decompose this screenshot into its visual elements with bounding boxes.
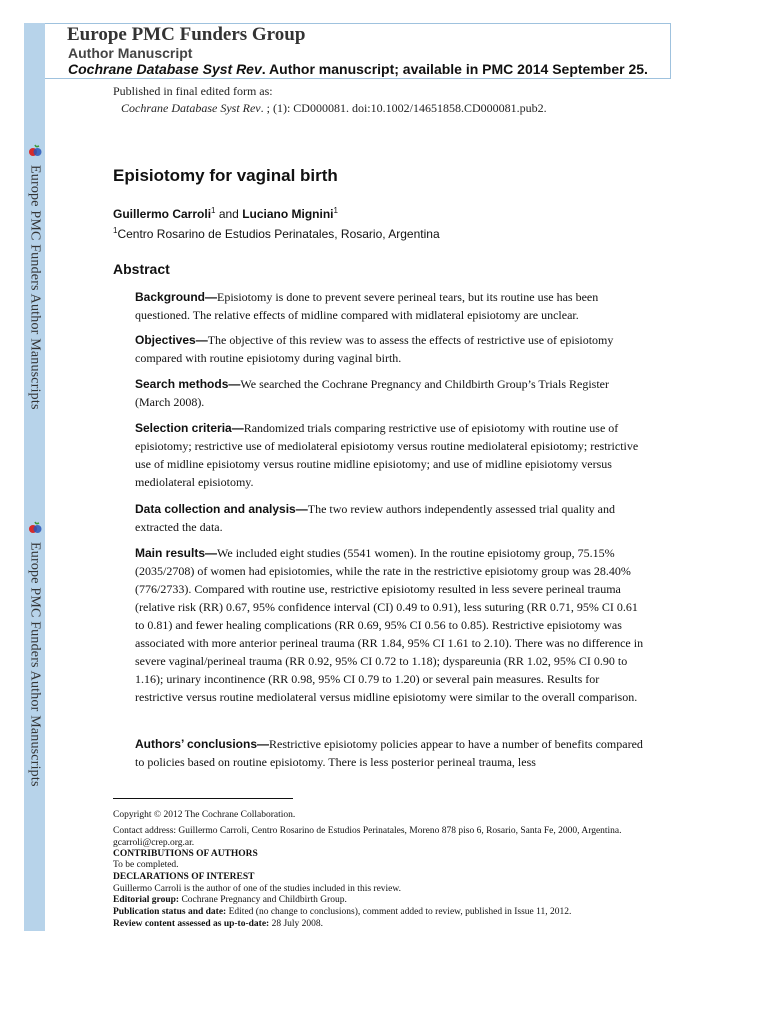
copyright-note: Copyright © 2012 The Cochrane Collaboration. xyxy=(113,810,296,820)
section-label: Selection criteria— xyxy=(135,421,244,435)
declarations-heading: DECLARATIONS OF INTEREST xyxy=(113,872,255,882)
citation xyxy=(121,101,547,116)
section-text: The two review authors independently assessed trial quality and extracted the data. xyxy=(135,502,615,534)
section-label: Authors’ conclusions— xyxy=(135,737,270,751)
editorial-label: Editorial group: xyxy=(113,895,180,905)
europe-pmc-logo-icon xyxy=(28,520,42,536)
published-in-label: Published in final edited form as: xyxy=(113,84,273,98)
section-label: Search methods— xyxy=(135,377,241,391)
declarations-text: Guillermo Carroli is the author of one of the studies included in this review. xyxy=(113,884,402,894)
section-label: Data collection and analysis— xyxy=(135,502,308,516)
abstract-section-background xyxy=(135,288,645,324)
affiliation-text: Centro Rosarino de Estudios Perinatales, Rosario, Argentina xyxy=(117,227,440,241)
section-text: The objective of this review was to assess the effects of restrictive use of episiotomy compared with routine episiotomy during vaginal birth. xyxy=(135,333,614,365)
abstract-section-objectives xyxy=(135,331,645,367)
section-text: Restrictive episiotomy policies appear to have a number of benefits compared to policies based on routine episiotomy. There is less posterior perineal trauma, less xyxy=(135,737,643,769)
status-label: Publication status and date: xyxy=(113,907,227,917)
abstract-section-selection-criteria xyxy=(135,419,645,491)
abstract-heading: Abstract xyxy=(113,261,170,277)
sidebar-text: Europe PMC Funders Author Manuscripts xyxy=(27,542,43,787)
author-name: Luciano Mignini xyxy=(242,207,334,221)
contact-address: Contact address: Guillermo Carroli, Centro Rosarino de Estudios Perinatales, Moreno 878 piso 6, Rosario, Santa Fe, 2000, Argentina. gcarroli@crep.org.ar. xyxy=(113,826,622,848)
sidebar-label-top xyxy=(24,143,45,410)
section-text: Episiotomy is done to prevent severe perineal tears, but its routine use has been questioned. The relative effects of midline compared with midlateral episiotomy are unclear. xyxy=(135,290,599,322)
abstract-section-conclusions xyxy=(135,735,645,771)
citation-journal: Cochrane Database Syst Rev xyxy=(121,101,261,115)
author-affil-marker: 1 xyxy=(211,206,216,215)
sidebar-text: Europe PMC Funders Author Manuscripts xyxy=(27,165,43,410)
citation-doi: . ; (1): CD000081. doi:10.1002/14651858.CD000081.pub2. xyxy=(260,101,547,115)
header-title: Europe PMC Funders Group xyxy=(67,24,306,45)
status-value: Edited (no change to conclusions), comment added to review, published in Issue 11, 2012. xyxy=(226,907,572,917)
author-list xyxy=(113,206,338,221)
editorial-group xyxy=(113,895,347,907)
review-label: Review content assessed as up-to-date: xyxy=(113,919,270,929)
author-affil-marker: 1 xyxy=(333,206,338,215)
review-assessed xyxy=(113,919,323,931)
contributions-heading: CONTRIBUTIONS OF AUTHORS xyxy=(113,849,258,859)
header-journal xyxy=(68,61,648,77)
author-name: Guillermo Carroli xyxy=(113,207,212,221)
section-label: Background— xyxy=(135,290,218,304)
section-text: We searched the Cochrane Pregnancy and Childbirth Group’s Trials Register (March 2008). xyxy=(135,377,609,409)
header-subtitle: Author Manuscript xyxy=(68,45,193,61)
abstract-section-main-results xyxy=(135,544,645,706)
paper-title: Episiotomy for vaginal birth xyxy=(113,166,338,185)
europe-pmc-logo-icon xyxy=(28,143,42,159)
affiliation-marker: 1 xyxy=(113,226,118,235)
sidebar-label-bottom xyxy=(24,520,45,787)
journal-name: Cochrane Database Syst Rev xyxy=(68,61,262,77)
section-label: Objectives— xyxy=(135,333,208,347)
editorial-value: Cochrane Pregnancy and Childbirth Group. xyxy=(179,895,347,905)
contributions-text: To be completed. xyxy=(113,860,179,870)
publication-status xyxy=(113,907,571,919)
section-text: We included eight studies (5541 women). In the routine episiotomy group, 75.15% (2035/2708) of women had episiotomies, while the rate in the restrictive episiotomy group was 28.40% (776/2733). Compared with routine use, restrictive episiotomy resulted in less severe perineal trauma (relative risk (RR) 0.67, 95% confidence interval (CI) 0.49 to 0.91), less suturing (RR 0.71, 95% CI 0.61 to 0.81) and fewer healing complications (RR 0.69, 95% CI 0.56 to 0.85). Restrictive episiotomy was associated with more anterior perineal trauma (RR 1.84, 95% CI 1.61 to 2.10). There was no difference in severe vaginal/perineal trauma (RR 0.92, 95% CI 0.72 to 1.18); dyspareunia (RR 1.02, 95% CI 0.90 to 1.16); urinary incontinence (RR 0.98, 95% CI 0.79 to 1.20) or several pain measures. Results for restrictive versus routine mediolateral versus midline episiotomy were similar to the overall comparison. xyxy=(135,546,644,704)
abstract-section-data-collection xyxy=(135,500,645,536)
section-text: Randomized trials comparing restrictive use of episiotomy with routine use of episiotomy; restrictive use of mediolateral episiotomy versus routine mediolateral episiotomy; restrictive use of midline episiotomy versus routine midline episiotomy; and use of midline episiotomy versus mediolateral episiotomy. xyxy=(135,421,639,489)
review-value: 28 July 2008. xyxy=(269,919,324,929)
section-label: Main results— xyxy=(135,546,218,560)
journal-availability: . Author manuscript; available in PMC 2014 September 25. xyxy=(261,61,648,77)
author-conjunction: and xyxy=(215,207,243,221)
abstract-section-search-methods xyxy=(135,375,645,411)
footnote-divider xyxy=(113,798,293,799)
affiliation xyxy=(113,226,440,241)
